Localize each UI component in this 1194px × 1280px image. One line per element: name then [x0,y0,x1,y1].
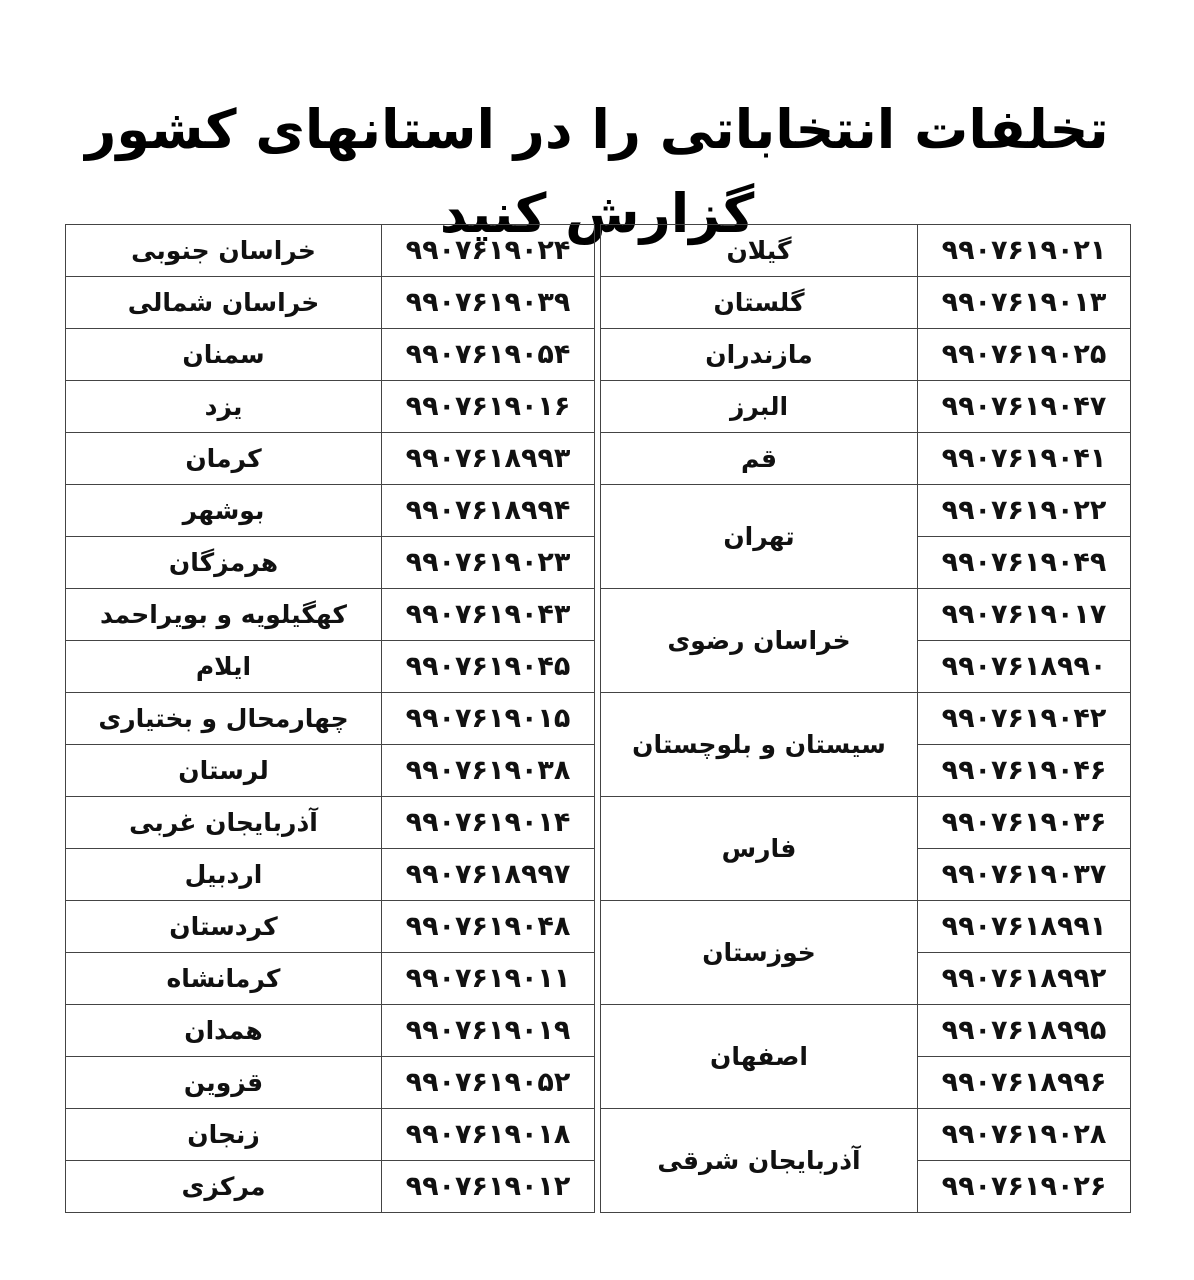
table-row [66,1109,595,1161]
province-name: خراسان جنوبی [66,225,382,277]
phone-number: ۹۹۰۷۶۱۹۰۱۳ [918,277,1131,329]
table-row [66,1057,595,1109]
province-name: آذربایجان شرقی [601,1109,918,1213]
province-name: البرز [601,381,918,433]
phone-number: ۹۹۰۷۶۱۸۹۹۶ [918,1057,1131,1109]
province-name: همدان [66,1005,382,1057]
phone-number: ۹۹۰۷۶۱۹۰۴۳ [382,589,595,641]
phone-number: ۹۹۰۷۶۱۹۰۲۵ [918,329,1131,381]
phone-number: ۹۹۰۷۶۱۹۰۱۷ [918,589,1131,641]
phone-number: ۹۹۰۷۶۱۸۹۹۴ [382,485,595,537]
province-name: کرمان [66,433,382,485]
phone-number: ۹۹۰۷۶۱۹۰۴۹ [918,537,1131,589]
table-row [601,797,1131,849]
table-row [66,641,595,693]
province-name: فارس [601,797,918,901]
province-name: لرستان [66,745,382,797]
phone-number: ۹۹۰۷۶۱۹۰۲۶ [918,1161,1131,1213]
phone-number: ۹۹۰۷۶۱۹۰۲۸ [918,1109,1131,1161]
phone-number: ۹۹۰۷۶۱۹۰۵۲ [382,1057,595,1109]
table-row [66,433,595,485]
province-name: یزد [66,381,382,433]
table-row [66,329,595,381]
province-name: گلستان [601,277,918,329]
phone-number: ۹۹۰۷۶۱۹۰۱۶ [382,381,595,433]
phone-number: ۹۹۰۷۶۱۸۹۹۲ [918,953,1131,1005]
table-row [66,277,595,329]
left-province-table [65,224,595,1213]
phone-number: ۹۹۰۷۶۱۹۰۴۷ [918,381,1131,433]
phone-number: ۹۹۰۷۶۱۹۰۱۴ [382,797,595,849]
province-name: کرمانشاه [66,953,382,1005]
table-row [66,953,595,1005]
province-name: کهگیلویه و بویراحمد [66,589,382,641]
table-row [601,433,1131,485]
phone-number: ۹۹۰۷۶۱۹۰۴۵ [382,641,595,693]
table-row [66,589,595,641]
table-row [66,1161,595,1213]
table-row [66,1005,595,1057]
province-name: مرکزی [66,1161,382,1213]
table-row [601,329,1131,381]
table-row [601,381,1131,433]
phone-number: ۹۹۰۷۶۱۹۰۳۹ [382,277,595,329]
table-row [601,1005,1131,1057]
province-name: چهارمحال و بختیاری [66,693,382,745]
province-name: قم [601,433,918,485]
table-row [66,381,595,433]
province-name: تهران [601,485,918,589]
table-row [601,277,1131,329]
phone-number: ۹۹۰۷۶۱۹۰۴۸ [382,901,595,953]
phone-number: ۹۹۰۷۶۱۹۰۲۲ [918,485,1131,537]
province-name: سمنان [66,329,382,381]
phone-number: ۹۹۰۷۶۱۸۹۹۵ [918,1005,1131,1057]
table-row [66,901,595,953]
phone-number: ۹۹۰۷۶۱۹۰۳۷ [918,849,1131,901]
table-row [66,849,595,901]
province-name: خراسان رضوی [601,589,918,693]
table-row [66,537,595,589]
table-row [601,589,1131,641]
phone-number: ۹۹۰۷۶۱۹۰۱۵ [382,693,595,745]
phone-number: ۹۹۰۷۶۱۹۰۲۴ [382,225,595,277]
province-name: گیلان [601,225,918,277]
phone-number: ۹۹۰۷۶۱۹۰۵۴ [382,329,595,381]
province-name: بوشهر [66,485,382,537]
phone-number: ۹۹۰۷۶۱۹۰۱۹ [382,1005,595,1057]
phone-number: ۹۹۰۷۶۱۸۹۹۱ [918,901,1131,953]
province-name: مازندران [601,329,918,381]
province-name: سیستان و بلوچستان [601,693,918,797]
province-name: اصفهان [601,1005,918,1109]
phone-number: ۹۹۰۷۶۱۹۰۱۸ [382,1109,595,1161]
table-row [66,225,595,277]
phone-number: ۹۹۰۷۶۱۸۹۹۷ [382,849,595,901]
province-name: آذربایجان غربی [66,797,382,849]
phone-number: ۹۹۰۷۶۱۸۹۹۳ [382,433,595,485]
table-row [66,745,595,797]
province-name: هرمزگان [66,537,382,589]
table-row [601,1109,1131,1161]
phone-number: ۹۹۰۷۶۱۹۰۱۲ [382,1161,595,1213]
table-row [66,797,595,849]
page-title: تخلفات انتخاباتی را در استانهای کشور گزارش کنید [85,98,1109,245]
phone-number: ۹۹۰۷۶۱۹۰۴۱ [918,433,1131,485]
phone-number: ۹۹۰۷۶۱۹۰۳۶ [918,797,1131,849]
phone-number: ۹۹۰۷۶۱۹۰۱۱ [382,953,595,1005]
table-row [601,901,1131,953]
province-name: اردبیل [66,849,382,901]
phone-number: ۹۹۰۷۶۱۹۰۲۳ [382,537,595,589]
province-name: خراسان شمالی [66,277,382,329]
phone-number: ۹۹۰۷۶۱۹۰۲۱ [918,225,1131,277]
table-row [601,225,1131,277]
province-name: خوزستان [601,901,918,1005]
phone-number: ۹۹۰۷۶۱۹۰۳۸ [382,745,595,797]
table-row [601,693,1131,745]
phone-number: ۹۹۰۷۶۱۸۹۹۰ [918,641,1131,693]
table-row [66,693,595,745]
province-name: کردستان [66,901,382,953]
table-row [66,485,595,537]
province-name: زنجان [66,1109,382,1161]
phone-number: ۹۹۰۷۶۱۹۰۴۲ [918,693,1131,745]
table-row [601,485,1131,537]
right-province-table [600,224,1131,1213]
phone-number: ۹۹۰۷۶۱۹۰۴۶ [918,745,1131,797]
province-name: ایلام [66,641,382,693]
province-name: قزوین [66,1057,382,1109]
